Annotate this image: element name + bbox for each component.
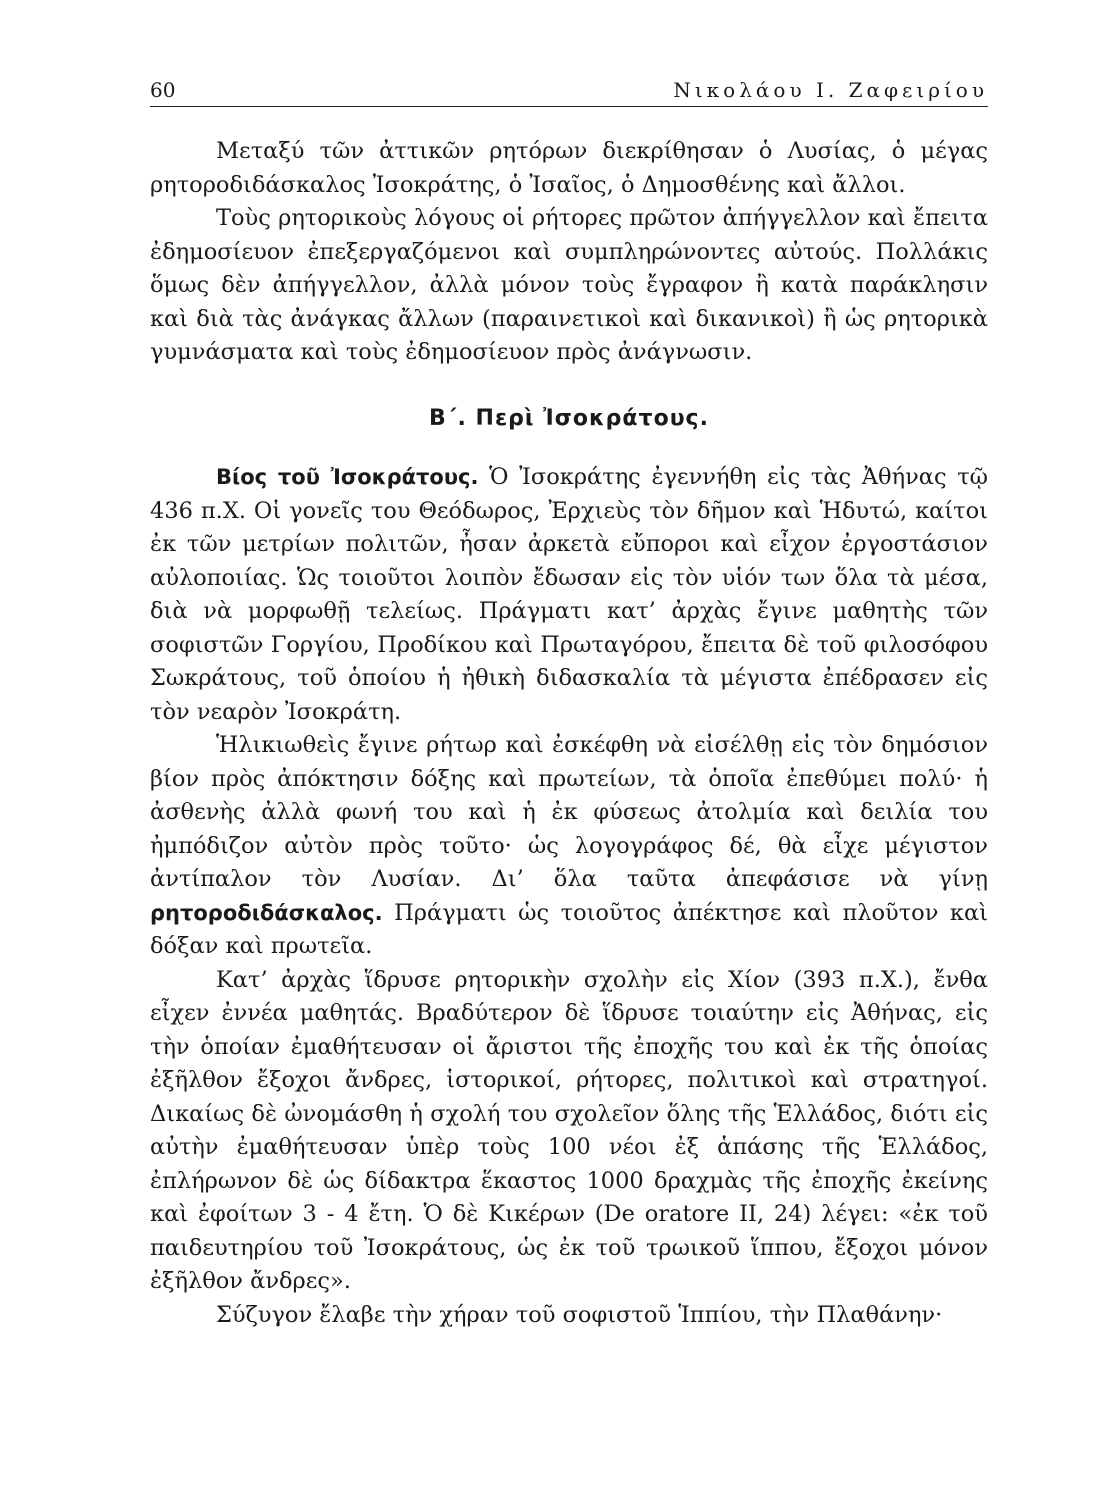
intro-paragraph-1: Μεταξύ τῶν ἀττικῶν ρητόρων διεκρίθησαν ὁ Λυσίας, ὁ μέγας ρητοροδιδάσκαλος Ἰσοκράτης, ὁ Ἰσαῖος, ὁ Δημοσθένης καὶ ἄλλοι. — [150, 138, 988, 198]
bios-paragraph-2-after: Πράγματι ὡς τοιοῦτος ἀπέκτησε καὶ πλοῦτον καὶ δόξαν καὶ πρωτεῖα. — [150, 899, 988, 959]
running-title: Νικολάου Ι. Ζαφειρίου — [673, 78, 988, 102]
bios-paragraph-2 — [150, 729, 988, 964]
bios-paragraph-1 — [150, 461, 988, 729]
document-page — [150, 78, 988, 1332]
bios-lead-heading: Βίος τοῦ Ἰσοκράτους. — [216, 465, 479, 489]
intro-paragraph-2: Τοὺς ρητορικοὺς λόγους οἱ ρήτορες πρῶτον ἀπήγγελλον καὶ ἔπειτα ἐδημοσίευον ἐπεξεργαζόμενοι καὶ συμπληρώνοντες αὐτούς. Πολλάκις ὅμως δὲν ἀπήγγελλον, ἀλλὰ μόνον τοὺς ἔγραφον ἢ κατὰ παράκλησιν καὶ διὰ τὰς ἀνάγκας ἄλλων (παραινετικοὶ καὶ δικανικοὶ) ἢ ὡς ρητορικὰ γυμνάσματα καὶ τοὺς ἐδημοσίευον πρὸς ἀνάγνωσιν. — [150, 205, 988, 365]
bios-paragraph-2-before: Ἡλικιωθεὶς ἔγινε ρήτωρ καὶ ἐσκέφθη νὰ εἰσέλθῃ εἰς τὸν δημόσιον βίον πρὸς ἀπόκτησιν δόξης καὶ πρωτείων, τὰ ὁποῖα ἐπεθύμει πολύ· ἡ ἀσθενὴς ἀλλὰ φωνή του καὶ ἡ ἐκ φύσεως ἀτολμία καὶ δειλία του ἠμπόδιζον αὐτὸν πρὸς τοῦτο· ὡς λογογράφος δέ, θὰ εἶχε μέγιστον ἀντίπαλον τὸν Λυσίαν. Δι’ ὅλα ταῦτα ἀπεφάσισε νὰ γίνῃ — [150, 732, 988, 892]
running-header — [150, 78, 988, 107]
bios-paragraph-4: Σύζυγον ἔλαβε τὴν χήραν τοῦ σοφιστοῦ Ἱππίου, τὴν Πλαθάνην· — [216, 1301, 943, 1328]
bios-paragraph-1-text: Ὁ Ἰσοκράτης ἐγεννήθη εἰς τὰς Ἀθήνας τῷ 436 π.Χ. Οἱ γονεῖς του Θεόδωρος, Ἐρχιεὺς τὸν δῆμον καὶ Ἡδυτώ, καίτοι ἐκ τῶν μετρίων πολιτῶν, ἦσαν ἀρκετὰ εὔποροι καὶ εἶχον ἐργοστάσιον αὐλοποιίας. Ὡς τοιοῦτοι λοιπὸν ἔδωσαν εἰς τὸν υἱόν των ὅλα τὰ μέσα, διὰ νὰ μορφωθῇ τελείως. Πράγματι κατ’ ἀρχὰς ἔγινε μαθητὴς τῶν σοφιστῶν Γοργίου, Προδίκου καὶ Πρωταγόρου, ἔπειτα δὲ τοῦ φιλοσόφου Σωκράτους, τοῦ ὁποίου ἡ ἠθικὴ διδασκαλία τὰ μέγιστα ἐπέδρασεν εἰς τὸν νεαρὸν Ἰσοκράτη. — [150, 464, 988, 725]
bios-paragraph-3: Κατ’ ἀρχὰς ἵδρυσε ρητορικὴν σχολὴν εἰς Χίον (393 π.Χ.), ἔνθα εἶχεν ἐννέα μαθητάς. Βραδύτερον δὲ ἵδρυσε τοιαύτην εἰς Ἀθήνας, εἰς τὴν ὁποίαν ἐμαθήτευσαν οἱ ἄριστοι τῆς ἐποχῆς του καὶ ἐκ τῆς ὁποίας ἐξῆλθον ἔξοχοι ἄνδρες, ἱστορικοί, ρήτορες, πολιτικοὶ καὶ στρατηγοί. Δικαίως δὲ ὠνομάσθη ἡ σχολή του σχολεῖον ὅλης τῆς Ἑλλάδος, διότι εἰς αὐτὴν ἐμαθήτευσαν ὑπὲρ τοὺς 100 νέοι ἐξ ἁπάσης τῆς Ἑλλάδος, ἐπλήρωνον δὲ ὡς δίδακτρα ἕκαστος 1000 δραχμὰς τῆς ἐποχῆς ἐκείνης καὶ ἐφοίτων 3 - 4 ἔτη. Ὁ δὲ Κικέρων (De oratore II, 24) λέγει: «ἐκ τοῦ παιδευτηρίου τοῦ Ἰσοκράτους, ὡς ἐκ τοῦ τρωικοῦ ἵππου, ἔξοχοι μόνον ἐξῆλθον ἄνδρες». — [150, 966, 988, 1294]
page-number: 60 — [150, 78, 176, 102]
section-heading: Β΄. Περὶ Ἰσοκράτους. — [429, 405, 709, 431]
body-text — [150, 135, 988, 1332]
bios-bold-term: ρητοροδιδάσκαλος. — [150, 900, 383, 925]
